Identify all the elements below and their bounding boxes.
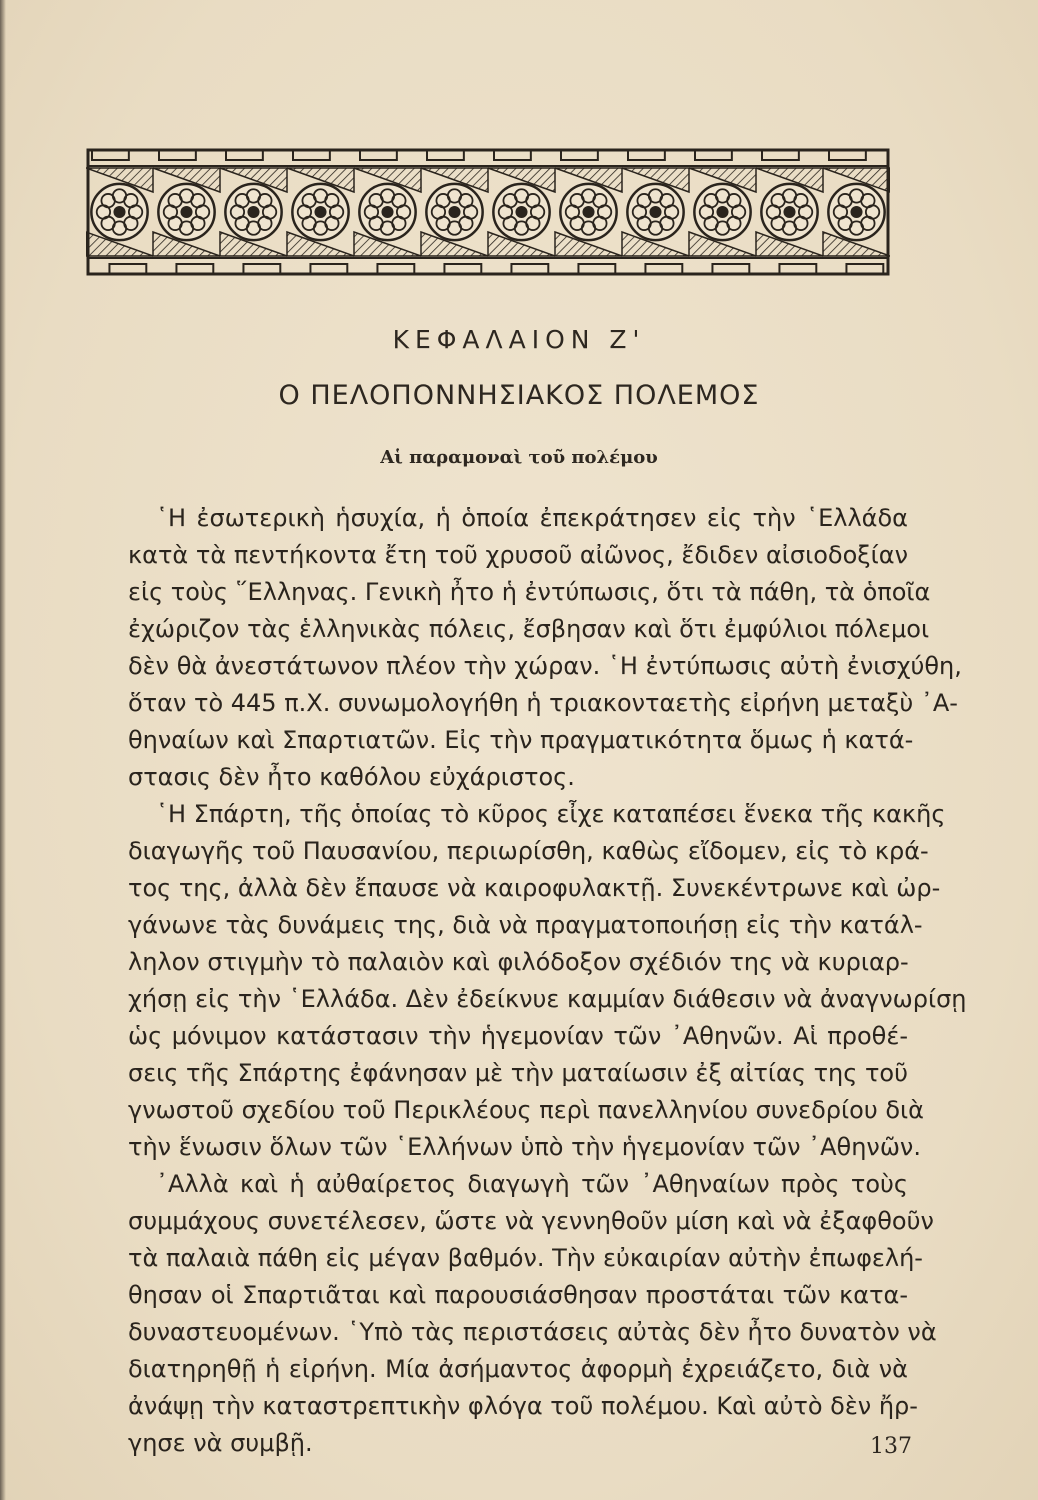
text-line: διαγωγῆς τοῦ Παυσανίου, περιωρίσθη, καθὼς εἴδομεν, εἰς τὸ κρά- bbox=[128, 837, 929, 865]
rosette-center bbox=[113, 206, 125, 218]
text-line: δὲν θὰ ἀνεστάτωνον πλέον τὴν χώραν. ῾Η ἐντύπωσις αὐτὴ ἐνισχύθη, bbox=[128, 652, 962, 680]
text-line: ῾Η Σπάρτη, τῆς ὁποίας τὸ κῦρος εἶχε καταπέσει ἕνεκα τῆς κακῆς bbox=[156, 800, 946, 828]
rosette-center bbox=[649, 206, 661, 218]
section-subtitle: Αἱ παραμοναὶ τοῦ πολέμου bbox=[380, 447, 658, 468]
text-line: τος της, ἀλλὰ δὲν ἔπαυσε νὰ καιροφυλακτῇ. Συνεκέντρωνε καὶ ὠρ- bbox=[128, 874, 941, 902]
text-line: ἐχώριζον τὰς ἑλληνικὰς πόλεις, ἔσβησαν καὶ ὅτι ἐμφύλιοι πόλεμοι bbox=[128, 615, 930, 643]
rosette-center bbox=[180, 206, 192, 218]
text-line: εἰς τοὺς ῞Ελληνας. Γενικὴ ἦτο ἡ ἐντύπωσις, ὅτι τὰ πάθη, τὰ ὁποῖα bbox=[128, 578, 931, 606]
text-line: γησε νὰ συμβῇ. bbox=[128, 1429, 313, 1457]
text-line: συμμάχους συνετέλεσεν, ὥστε νὰ γεννηθοῦν μίση καὶ νὰ ἐξαφθοῦν bbox=[128, 1207, 934, 1235]
text-line: ᾿Αλλὰ καὶ ἡ αὐθαίρετος διαγωγὴ τῶν ᾿Αθηναίων πρὸς τοὺς bbox=[156, 1170, 908, 1198]
page-edge-shadow bbox=[0, 0, 6, 1500]
rosette-center bbox=[247, 206, 259, 218]
rosette-center bbox=[448, 206, 460, 218]
text-line: κατὰ τὰ πεντήκοντα ἔτη τοῦ χρυσοῦ αἰῶνος, ἔδιδεν αἰσιοδοξίαν bbox=[128, 541, 908, 569]
text-line: ῾Η ἐσωτερικὴ ἡσυχία, ἡ ὁποία ἐπεκράτησεν εἰς τὴν ῾Ελλάδα bbox=[156, 504, 908, 532]
text-line: στασις δὲν ἦτο καθόλου εὐχάριστος. bbox=[128, 763, 575, 791]
text-line: ληλον στιγμὴν τὸ παλαιὸν καὶ φιλόδοξον σχέδιόν της νὰ κυριαρ- bbox=[128, 948, 909, 976]
text-line: διατηρηθῇ ἡ εἰρήνη. Μία ἀσήμαντος ἀφορμὴ ἐχρειάζετο, διὰ νὰ bbox=[128, 1355, 908, 1383]
text-line: ὅταν τὸ 445 π.Χ. συνωμολογήθη ἡ τριακονταετὴς εἰρήνη μεταξὺ ᾿Α- bbox=[128, 689, 958, 717]
rosette-center bbox=[716, 206, 728, 218]
rosette-center bbox=[314, 206, 326, 218]
rosette-center bbox=[783, 206, 795, 218]
chapter-title: Ο ΠΕΛΟΠΟΝΝΗΣΙΑΚΟΣ ΠΟΛΕΜΟΣ bbox=[278, 380, 760, 411]
text-line: θηναίων καὶ Σπαρτιατῶν. Εἰς τὴν πραγματικότητα ὅμως ἡ κατά- bbox=[128, 726, 914, 754]
rosette-center bbox=[850, 206, 862, 218]
text-line: γνωστοῦ σχεδίου τοῦ Περικλέους περὶ πανελληνίου συνεδρίου διὰ bbox=[128, 1096, 924, 1124]
text-line: χήσῃ εἰς τὴν ῾Ελλάδα. Δὲν ἐδείκνυε καμμίαν διάθεσιν νὰ ἀναγνωρίσῃ bbox=[128, 985, 967, 1013]
text-line: ἀνάψῃ τὴν καταστρεπτικὴν φλόγα τοῦ πολέμου. Καὶ αὐτὸ δὲν ἤρ- bbox=[128, 1392, 918, 1420]
ornamental-frieze bbox=[86, 148, 890, 276]
page-number: 137 bbox=[870, 1434, 912, 1459]
text-line: ὡς μόνιμον κατάστασιν τὴν ἡγεμονίαν τῶν ᾿Αθηνῶν. Αἱ προθέ- bbox=[128, 1022, 908, 1050]
text-line: σεις τῆς Σπάρτης ἐφάνησαν μὲ τὴν ματαίωσιν ἐξ αἰτίας της τοῦ bbox=[128, 1059, 908, 1087]
text-line: γάνωνε τὰς δυνάμεις της, διὰ νὰ πραγματοποιήσῃ εἰς τὴν κατάλ- bbox=[128, 911, 923, 939]
text-line: δυναστευομένων. ῾Υπὸ τὰς περιστάσεις αὐτὰς δὲν ἦτο δυνατὸν νὰ bbox=[128, 1318, 937, 1346]
rosette-center bbox=[381, 206, 393, 218]
body-text bbox=[128, 500, 967, 1462]
text-line: τὰ παλαιὰ πάθη εἰς μέγαν βαθμόν. Τὴν εὐκαιρίαν αὐτὴν ἐπωφελή- bbox=[128, 1244, 923, 1272]
chapter-label: ΚΕΦΑΛΑΙΟΝ Ζ' bbox=[392, 325, 646, 354]
text-line: θησαν οἱ Σπαρτιᾶται καὶ παρουσιάσθησαν προστάται τῶν κατα- bbox=[128, 1281, 908, 1309]
text-line: τὴν ἕνωσιν ὅλων τῶν ῾Ελλήνων ὑπὸ τὴν ἡγεμονίαν τῶν ᾿Αθηνῶν. bbox=[128, 1133, 921, 1161]
rosette-center bbox=[515, 206, 527, 218]
rosette-center bbox=[582, 206, 594, 218]
